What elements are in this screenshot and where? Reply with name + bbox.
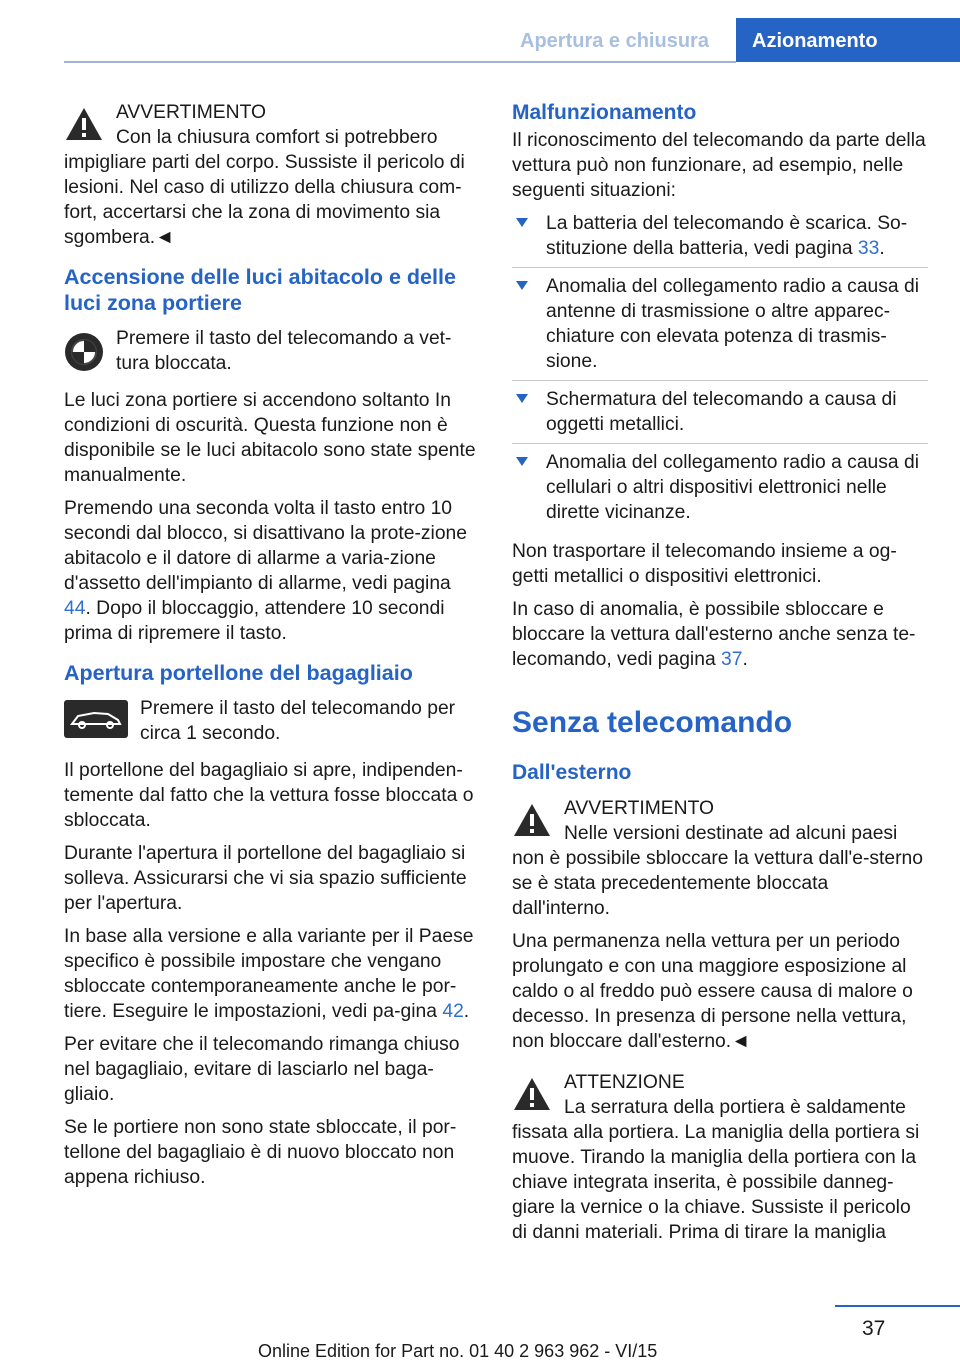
heading-from-outside: Dall'esterno: [512, 761, 632, 784]
malfunction-paragraph-3: In caso di anomalia, è possibile sbloccare e bloccare la vettura dall'esterno anche senza te-lecomando, vedi pagina 37.: [512, 599, 916, 670]
remote-key-row: [64, 326, 480, 376]
page-link-37[interactable]: 37: [721, 649, 743, 670]
list-item: La batteria del telecomando è scarica. So-stituzione della batteria, vedi pagina 33.: [512, 211, 928, 268]
caution-text-first: La serratura della portiera è saldamente: [564, 1097, 906, 1118]
edition-footer: Online Edition for Part no. 01 40 2 963 962 - VI/15: [258, 1341, 658, 1361]
caution-text: fissata alla portiera. La maniglia della portiera si muove. Tirando la maniglia della portiera con la chiave integrata inserita, è possibile danneg-giare la vernice o la chiave. Sussiste il pericolo di danni materiali. Prima di tirare la maniglia: [512, 1122, 920, 1243]
header-section[interactable]: Apertura e chiusura: [520, 30, 709, 52]
page-header: [0, 0, 960, 62]
heading-interior-lights: Accensione delle luci abitacolo e delle luci zona portiere: [64, 265, 456, 315]
page-link-33[interactable]: 33: [857, 238, 880, 259]
trunk-paragraph-5: Se le portiere non sono state sbloccate, il por-tellone del bagagliaio è di nuovo bloccato non appena richiuso.: [64, 1117, 457, 1188]
warning-text: non è possibile sbloccare la vettura dall'e-sterno se è stata precedentemente bloccata dall'interno.: [512, 848, 923, 919]
heading-without-remote: Senza telecomando: [512, 706, 793, 739]
list-item: Schermatura del telecomando a causa di oggetti metallici.: [512, 387, 928, 444]
malfunction-intro: Il riconoscimento del telecomando da parte della vettura può non funzionare, ad esempio, nelle seguenti situazioni:: [512, 130, 926, 201]
list-item: Anomalia del collegamento radio a causa di antenne di trasmissione o altre apparec-chiature con elevata potenza di trasmis-sione.: [512, 274, 928, 381]
lights-instruction: Premere il tasto del telecomando a vet-tura bloccata.: [116, 328, 452, 374]
header-tab-label: Azionamento: [752, 30, 878, 52]
caution-title: ATTENZIONE: [564, 1072, 685, 1093]
warning-text-first: Nelle versioni destinate ad alcuni paesi: [564, 823, 898, 844]
trunk-key-row: [64, 696, 480, 746]
footer-rule: [835, 1305, 960, 1307]
warning-block: [512, 796, 928, 1054]
warning-text-2: Una permanenza nella vettura per un periodo prolungato e con una maggiore esposizione al caldo o al freddo può essere causa di malore o decesso. In presenza di persone nella vettura, non bloccare dall'esterno.◄: [512, 931, 913, 1052]
header-rule: [64, 61, 736, 63]
trunk-instruction: Premere il tasto del telecomando per circa 1 secondo.: [140, 698, 456, 744]
warning-title: AVVERTIMENTO: [116, 102, 266, 123]
heading-trunk: Apertura portellone del bagagliaio: [64, 661, 413, 685]
bullet-triangle-icon: [516, 218, 528, 227]
caution-block: [512, 1070, 928, 1245]
warning-text: impigliare parti del corpo. Sussiste il pericolo di lesioni. Nel caso di utilizzo della chiusura com-fort, accertarsi che la zona di movimento sia sgombera.◄: [64, 152, 465, 248]
list-item: Anomalia del collegamento radio a causa di cellulari o altri dispositivi elettronici nelle dirette vicinanze.: [512, 450, 928, 531]
remote-key-logo-icon: [64, 332, 104, 372]
warning-icon: [512, 802, 552, 838]
bullet-triangle-icon: [516, 281, 528, 290]
trunk-paragraph-4: Per evitare che il telecomando rimanga chiuso nel bagagliaio, evitare di lasciarlo nel baga-gliaio.: [64, 1034, 460, 1105]
left-column: [64, 100, 480, 1198]
trunk-paragraph-2: Durante l'apertura il portellone del bagagliaio si solleva. Assicurarsi che vi sia spazio sufficiente per l'apertura.: [64, 843, 467, 914]
warning-text-first: Con la chiusura comfort si potrebbero: [116, 127, 438, 148]
trunk-paragraph-1: Il portellone del bagagliaio si apre, indipenden-temente dal fatto che la vettura fosse bloccata o sbloccata.: [64, 760, 474, 831]
lights-paragraph-1: Le luci zona portiere si accendono soltanto In condizioni di oscurità. Questa funzione non è disponibile se le luci abitacolo sono state spente manualmente.: [64, 390, 476, 486]
malfunction-paragraph-2: Non trasportare il telecomando insieme a og-getti metallici o dispositivi elettronici.: [512, 541, 897, 587]
page-number: 37: [862, 1317, 886, 1340]
lights-paragraph-2: Premendo una seconda volta il tasto entro 10 secondi dal blocco, si disattivano la prote-zione abitacolo e il datore di allarme a varia-zione d'assetto dell'impianto di allarme, vedi pagina 44. Dopo il bloccaggio, attendere 10 secondi prima di ripremere il tasto.: [64, 498, 467, 644]
trunk-button-icon: [64, 700, 128, 738]
trunk-paragraph-3: In base alla versione e alla variante per il Paese specifico è possibile impostare che vengano sbloccate contemporaneamente anche le por-tiere. Eseguire le impostazioni, vedi pa-gina 42.: [64, 926, 474, 1022]
warning-icon: [64, 106, 104, 142]
bullet-triangle-icon: [516, 457, 528, 466]
bullet-triangle-icon: [516, 394, 528, 403]
warning-title: AVVERTIMENTO: [564, 798, 714, 819]
caution-icon: [512, 1076, 552, 1112]
heading-malfunction: Malfunzionamento: [512, 101, 697, 124]
header-tab-active[interactable]: [736, 18, 960, 62]
warning-block: [64, 100, 480, 250]
page-link-42[interactable]: 42: [442, 1001, 464, 1022]
right-column: [512, 100, 928, 1253]
page-link-44[interactable]: 44: [64, 598, 86, 619]
malfunction-list: [512, 211, 928, 531]
